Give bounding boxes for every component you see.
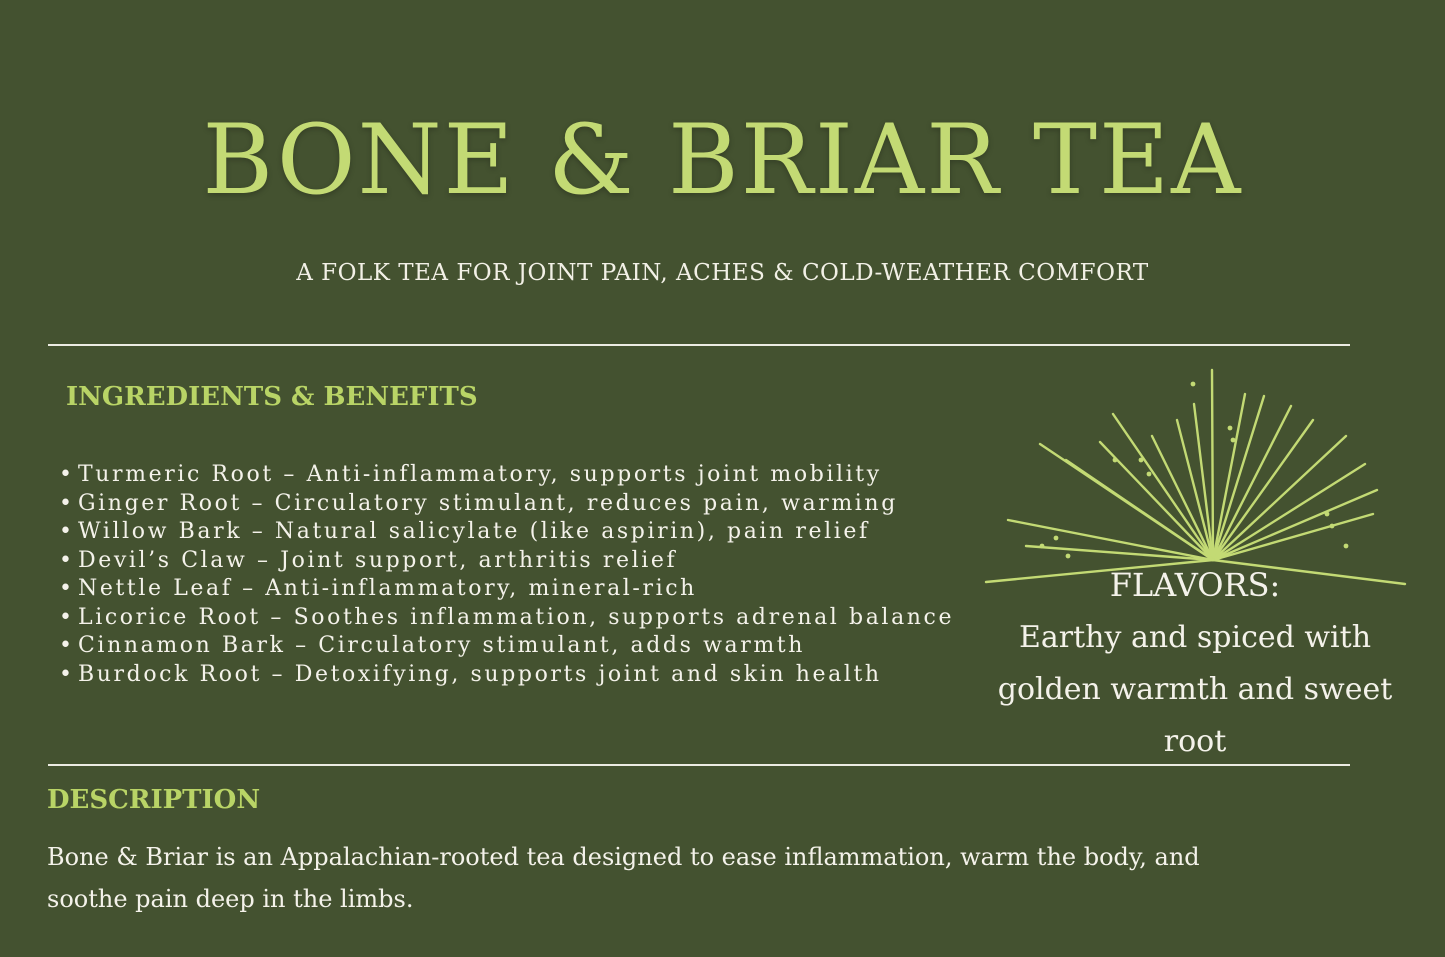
ingredient-item bbox=[58, 518, 958, 547]
description-text: Bone & Briar is an Appalachian-rooted tea designed to ease inflammation, warm the body, and soothe pain deep in the limbs. bbox=[47, 843, 1200, 913]
bullet-icon: • bbox=[59, 490, 75, 516]
bullet-icon: • bbox=[59, 462, 75, 487]
bullet-icon: • bbox=[59, 661, 75, 687]
ingredient-item bbox=[58, 575, 958, 604]
subtitle: A FOLK TEA FOR JOINT PAIN, ACHES & COLD-WEATHER COMFORT bbox=[296, 260, 1149, 286]
ingredient-item bbox=[58, 547, 958, 576]
ingredients-heading: INGREDIENTS & BENEFITS bbox=[66, 382, 478, 412]
bullet-icon: • bbox=[59, 547, 75, 573]
sunburst-icon bbox=[980, 360, 1410, 600]
ingredient-text: Devil’s Claw – Joint support, arthritis relief bbox=[78, 547, 678, 573]
ingredient-item bbox=[58, 461, 958, 490]
ingredient-text: Ginger Root – Circulatory stimulant, reduces pain, warming bbox=[78, 490, 898, 516]
ingredient-text: Turmeric Root – Anti-inflammatory, supports joint mobility bbox=[78, 462, 882, 487]
ingredient-text: Licorice Root – Soothes inflammation, supports adrenal balance bbox=[78, 604, 955, 630]
bullet-icon: • bbox=[59, 633, 75, 658]
bullet-icon: • bbox=[59, 519, 75, 544]
ingredient-item bbox=[58, 604, 958, 633]
ingredients-list bbox=[58, 461, 958, 689]
description-heading: DESCRIPTION bbox=[47, 785, 261, 815]
page-title: BONE & BRIAR TEA bbox=[202, 104, 1243, 216]
ingredient-item bbox=[58, 490, 958, 519]
ingredient-item bbox=[58, 661, 958, 690]
flavors-text: Earthy and spiced with golden warmth and sweet root bbox=[997, 620, 1393, 759]
bullet-icon: • bbox=[59, 576, 75, 601]
flavors-title: FLAVORS: bbox=[1109, 566, 1281, 604]
bullet-icon: • bbox=[59, 604, 75, 630]
ingredient-text: Nettle Leaf – Anti-inflammatory, mineral-rich bbox=[78, 576, 697, 601]
middle-divider bbox=[48, 764, 1350, 766]
ingredient-text: Willow Bark – Natural salicylate (like aspirin), pain relief bbox=[78, 519, 870, 544]
ingredient-item bbox=[58, 632, 958, 661]
ingredient-text: Burdock Root – Detoxifying, supports joint and skin health bbox=[78, 661, 882, 687]
ingredient-text: Cinnamon Bark – Circulatory stimulant, adds warmth bbox=[78, 633, 806, 658]
top-divider bbox=[48, 344, 1350, 346]
